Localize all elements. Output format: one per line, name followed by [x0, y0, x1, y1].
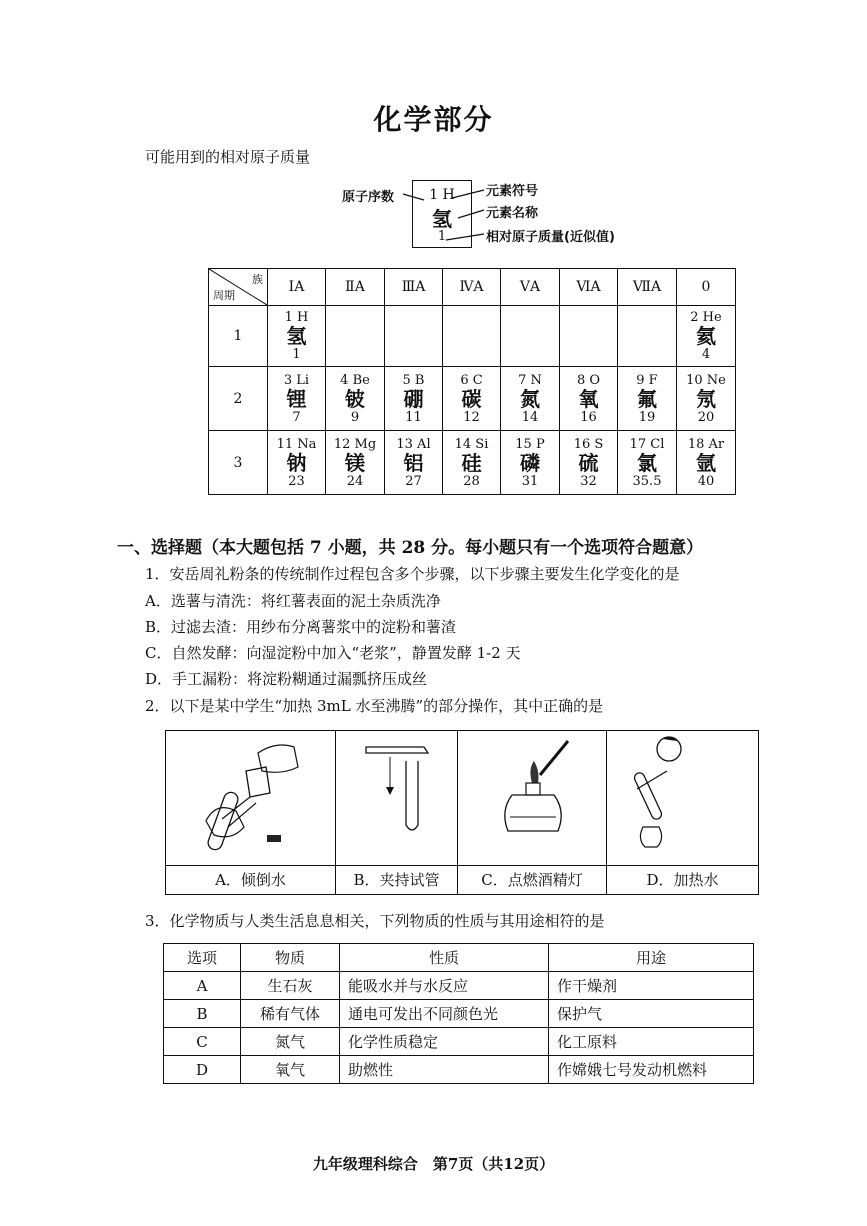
element-name: 氟 — [637, 386, 657, 411]
element-cell — [618, 367, 677, 431]
question-1-option-c: C．自然发酵：向湿淀粉中加入“老浆”，静置发酵 1-2 天 — [145, 644, 521, 662]
element-cell — [443, 431, 501, 495]
element-mass: 31 — [521, 473, 539, 489]
option-b-caption: B．夹持试管 — [336, 865, 457, 894]
element-symbol: 13 Al — [396, 436, 431, 452]
group-header: ⅠA — [268, 269, 326, 306]
table-cell: 保护气 — [549, 1000, 754, 1028]
table-cell: D — [164, 1056, 241, 1084]
periodic-table-header-row — [209, 269, 736, 306]
element-mass: 16 — [580, 409, 597, 425]
question-2-stem: 2．以下是某中学生“加热 3mL 水至沸腾”的部分操作，其中正确的是 — [145, 697, 604, 715]
group-header: ⅡA — [326, 269, 385, 306]
legend-symbol-label: 元素符号 — [486, 184, 539, 199]
table-cell: B — [164, 1000, 241, 1028]
column-header: 用途 — [549, 944, 754, 972]
section-heading: 一、选择题（本大题包括 7 小题，共 28 分。每小题只有一个选项符合题意） — [117, 538, 704, 558]
empty-cell — [501, 306, 560, 367]
group-header: ⅥA — [560, 269, 618, 306]
element-name: 铝 — [403, 450, 424, 475]
period-number: 2 — [209, 367, 268, 431]
element-mass: 27 — [405, 473, 422, 489]
element-name: 磷 — [520, 450, 540, 475]
table-cell: 通电可发出不同颜色光 — [340, 1000, 549, 1028]
element-name: 钠 — [286, 450, 307, 475]
period-number: 3 — [209, 431, 268, 495]
element-symbol: 7 N — [518, 372, 542, 388]
element-name: 氯 — [637, 450, 657, 475]
group-header: 0 — [677, 269, 736, 306]
table-cell: 作干燥剂 — [549, 972, 754, 1000]
element-mass: 4 — [701, 347, 711, 362]
element-symbol: 5 B — [402, 372, 425, 388]
empty-cell — [326, 306, 385, 367]
element-cell — [618, 431, 677, 495]
question-3-table — [163, 943, 754, 1084]
element-symbol: 17 Cl — [629, 436, 665, 452]
element-name: 铍 — [345, 386, 365, 411]
table-cell: 化工原料 — [549, 1028, 754, 1056]
element-cell — [326, 431, 385, 495]
group-header: ⅦA — [618, 269, 677, 306]
element-mass: 1 — [292, 347, 301, 362]
corner-group-label: 族 — [252, 273, 263, 286]
element-mass: 24 — [346, 473, 364, 489]
element-name: 碳 — [461, 386, 482, 411]
page-title: 化学部分 — [373, 103, 494, 136]
element-symbol: 1 H — [284, 310, 309, 325]
element-mass: 32 — [580, 473, 597, 489]
legend-sample-name: 氢 — [432, 207, 452, 231]
option-c-figure — [458, 731, 607, 894]
test-tube-clamp-icon — [336, 731, 457, 865]
element-name: 镁 — [345, 450, 365, 475]
element-mass: 12 — [463, 409, 480, 425]
element-mass: 20 — [697, 409, 715, 425]
table-row — [164, 1056, 754, 1084]
question-2-figure-table — [165, 730, 759, 895]
element-cell — [560, 367, 618, 431]
element-name: 硼 — [403, 386, 424, 411]
element-mass: 9 — [350, 409, 360, 425]
table-row — [164, 1000, 754, 1028]
element-mass: 19 — [638, 409, 656, 425]
element-cell — [677, 367, 736, 431]
element-symbol: 2 He — [690, 310, 722, 325]
group-header: ⅣA — [443, 269, 501, 306]
table-cell: 氧气 — [241, 1056, 340, 1084]
page-footer: 九年级理科综合 第7页（共12页） — [312, 1155, 555, 1173]
empty-cell — [560, 306, 618, 367]
table-cell: 助燃性 — [340, 1056, 549, 1084]
option-d-figure — [607, 731, 758, 894]
element-symbol: 16 S — [573, 436, 604, 452]
element-symbol: 8 O — [576, 372, 601, 388]
period-row — [209, 306, 736, 367]
heating-water-icon — [607, 731, 758, 865]
period-row — [209, 431, 736, 495]
element-cell — [326, 367, 385, 431]
element-cell — [677, 431, 736, 495]
question-3-stem: 3．化学物质与人类生活息息相关，下列物质的性质与其用途相符的是 — [145, 912, 605, 930]
group-header: ⅤA — [501, 269, 560, 306]
element-symbol: 12 Mg — [333, 436, 377, 452]
element-name: 氦 — [696, 324, 716, 348]
option-c-caption: C．点燃酒精灯 — [458, 865, 606, 894]
element-symbol: 15 P — [515, 436, 545, 452]
corner-period-label: 周期 — [213, 289, 235, 302]
legend-mass-label: 相对原子质量(近似值) — [486, 230, 615, 245]
table-row — [164, 1028, 754, 1056]
element-mass: 14 — [521, 409, 539, 425]
column-header: 选项 — [164, 944, 241, 972]
element-cell — [268, 367, 326, 431]
question-1-option-b: B．过滤去渣：用纱布分离薯浆中的淀粉和薯渣 — [145, 618, 457, 636]
element-symbol: 10 Ne — [686, 372, 726, 388]
element-cell — [268, 306, 326, 367]
option-b-figure — [336, 731, 458, 894]
element-cell — [560, 431, 618, 495]
element-name: 硅 — [461, 450, 482, 475]
element-cell — [268, 431, 326, 495]
element-name: 氩 — [696, 450, 716, 475]
pouring-water-icon — [166, 731, 335, 865]
atomic-mass-intro: 可能用到的相对原子质量 — [145, 148, 311, 166]
legend-pointer-lines — [400, 180, 490, 250]
table-row — [164, 972, 754, 1000]
element-mass: 11 — [405, 409, 422, 425]
period-number: 1 — [209, 306, 268, 367]
periodic-table-corner — [209, 269, 268, 306]
empty-cell — [385, 306, 443, 367]
period-row — [209, 367, 736, 431]
table-cell: 化学性质稳定 — [340, 1028, 549, 1056]
element-cell — [385, 367, 443, 431]
legend-atomic-number-label: 原子序数 — [342, 190, 395, 205]
element-symbol: 14 Si — [454, 436, 489, 452]
column-header: 性质 — [340, 944, 549, 972]
table-header-row — [164, 944, 754, 972]
table-cell: 能吸水并与水反应 — [340, 972, 549, 1000]
question-1-stem: 1．安岳周礼粉条的传统制作过程包含多个步骤，以下步骤主要发生化学变化的是 — [145, 565, 680, 583]
legend-sample-mass: 1 — [437, 229, 447, 244]
question-1-option-d: D．手工漏粉：将淀粉糊通过漏瓢挤压成丝 — [145, 670, 428, 688]
option-a-caption: A．倾倒水 — [166, 865, 335, 894]
element-symbol: 9 F — [636, 372, 658, 388]
element-symbol: 18 Ar — [687, 436, 725, 452]
element-name: 锂 — [286, 386, 307, 411]
alcohol-lamp-icon — [458, 731, 606, 865]
element-mass: 35.5 — [632, 473, 662, 489]
element-name: 氮 — [520, 386, 540, 411]
element-symbol: 4 Be — [340, 372, 370, 388]
table-cell: 作嫦娥七号发动机燃料 — [549, 1056, 754, 1084]
group-header: ⅢA — [385, 269, 443, 306]
element-symbol: 6 C — [460, 372, 483, 388]
element-cell — [385, 431, 443, 495]
empty-cell — [618, 306, 677, 367]
table-cell: 稀有气体 — [241, 1000, 340, 1028]
element-name: 氢 — [286, 324, 307, 348]
element-mass: 23 — [288, 473, 305, 489]
table-cell: 氮气 — [241, 1028, 340, 1056]
element-cell — [677, 306, 736, 367]
element-cell — [501, 367, 560, 431]
element-mass: 28 — [463, 473, 480, 489]
legend-sample-symbol: 1 H — [429, 187, 455, 203]
element-mass: 40 — [697, 473, 715, 489]
option-a-figure — [166, 731, 336, 894]
table-cell: 生石灰 — [241, 972, 340, 1000]
column-header: 物质 — [241, 944, 340, 972]
element-name: 硫 — [578, 450, 599, 475]
element-symbol: 11 Na — [276, 436, 317, 452]
element-name: 氧 — [578, 386, 599, 411]
question-1-option-a: A．选薯与清洗：将红薯表面的泥土杂质洗净 — [145, 592, 441, 610]
table-cell: C — [164, 1028, 241, 1056]
option-d-caption: D．加热水 — [607, 865, 758, 894]
element-cell — [443, 367, 501, 431]
legend-name-label: 元素名称 — [486, 206, 539, 221]
periodic-table — [208, 268, 736, 495]
element-mass: 7 — [292, 409, 301, 425]
element-symbol: 3 Li — [283, 372, 310, 388]
element-cell — [501, 431, 560, 495]
element-name: 氖 — [696, 386, 716, 411]
empty-cell — [443, 306, 501, 367]
table-cell: A — [164, 972, 241, 1000]
